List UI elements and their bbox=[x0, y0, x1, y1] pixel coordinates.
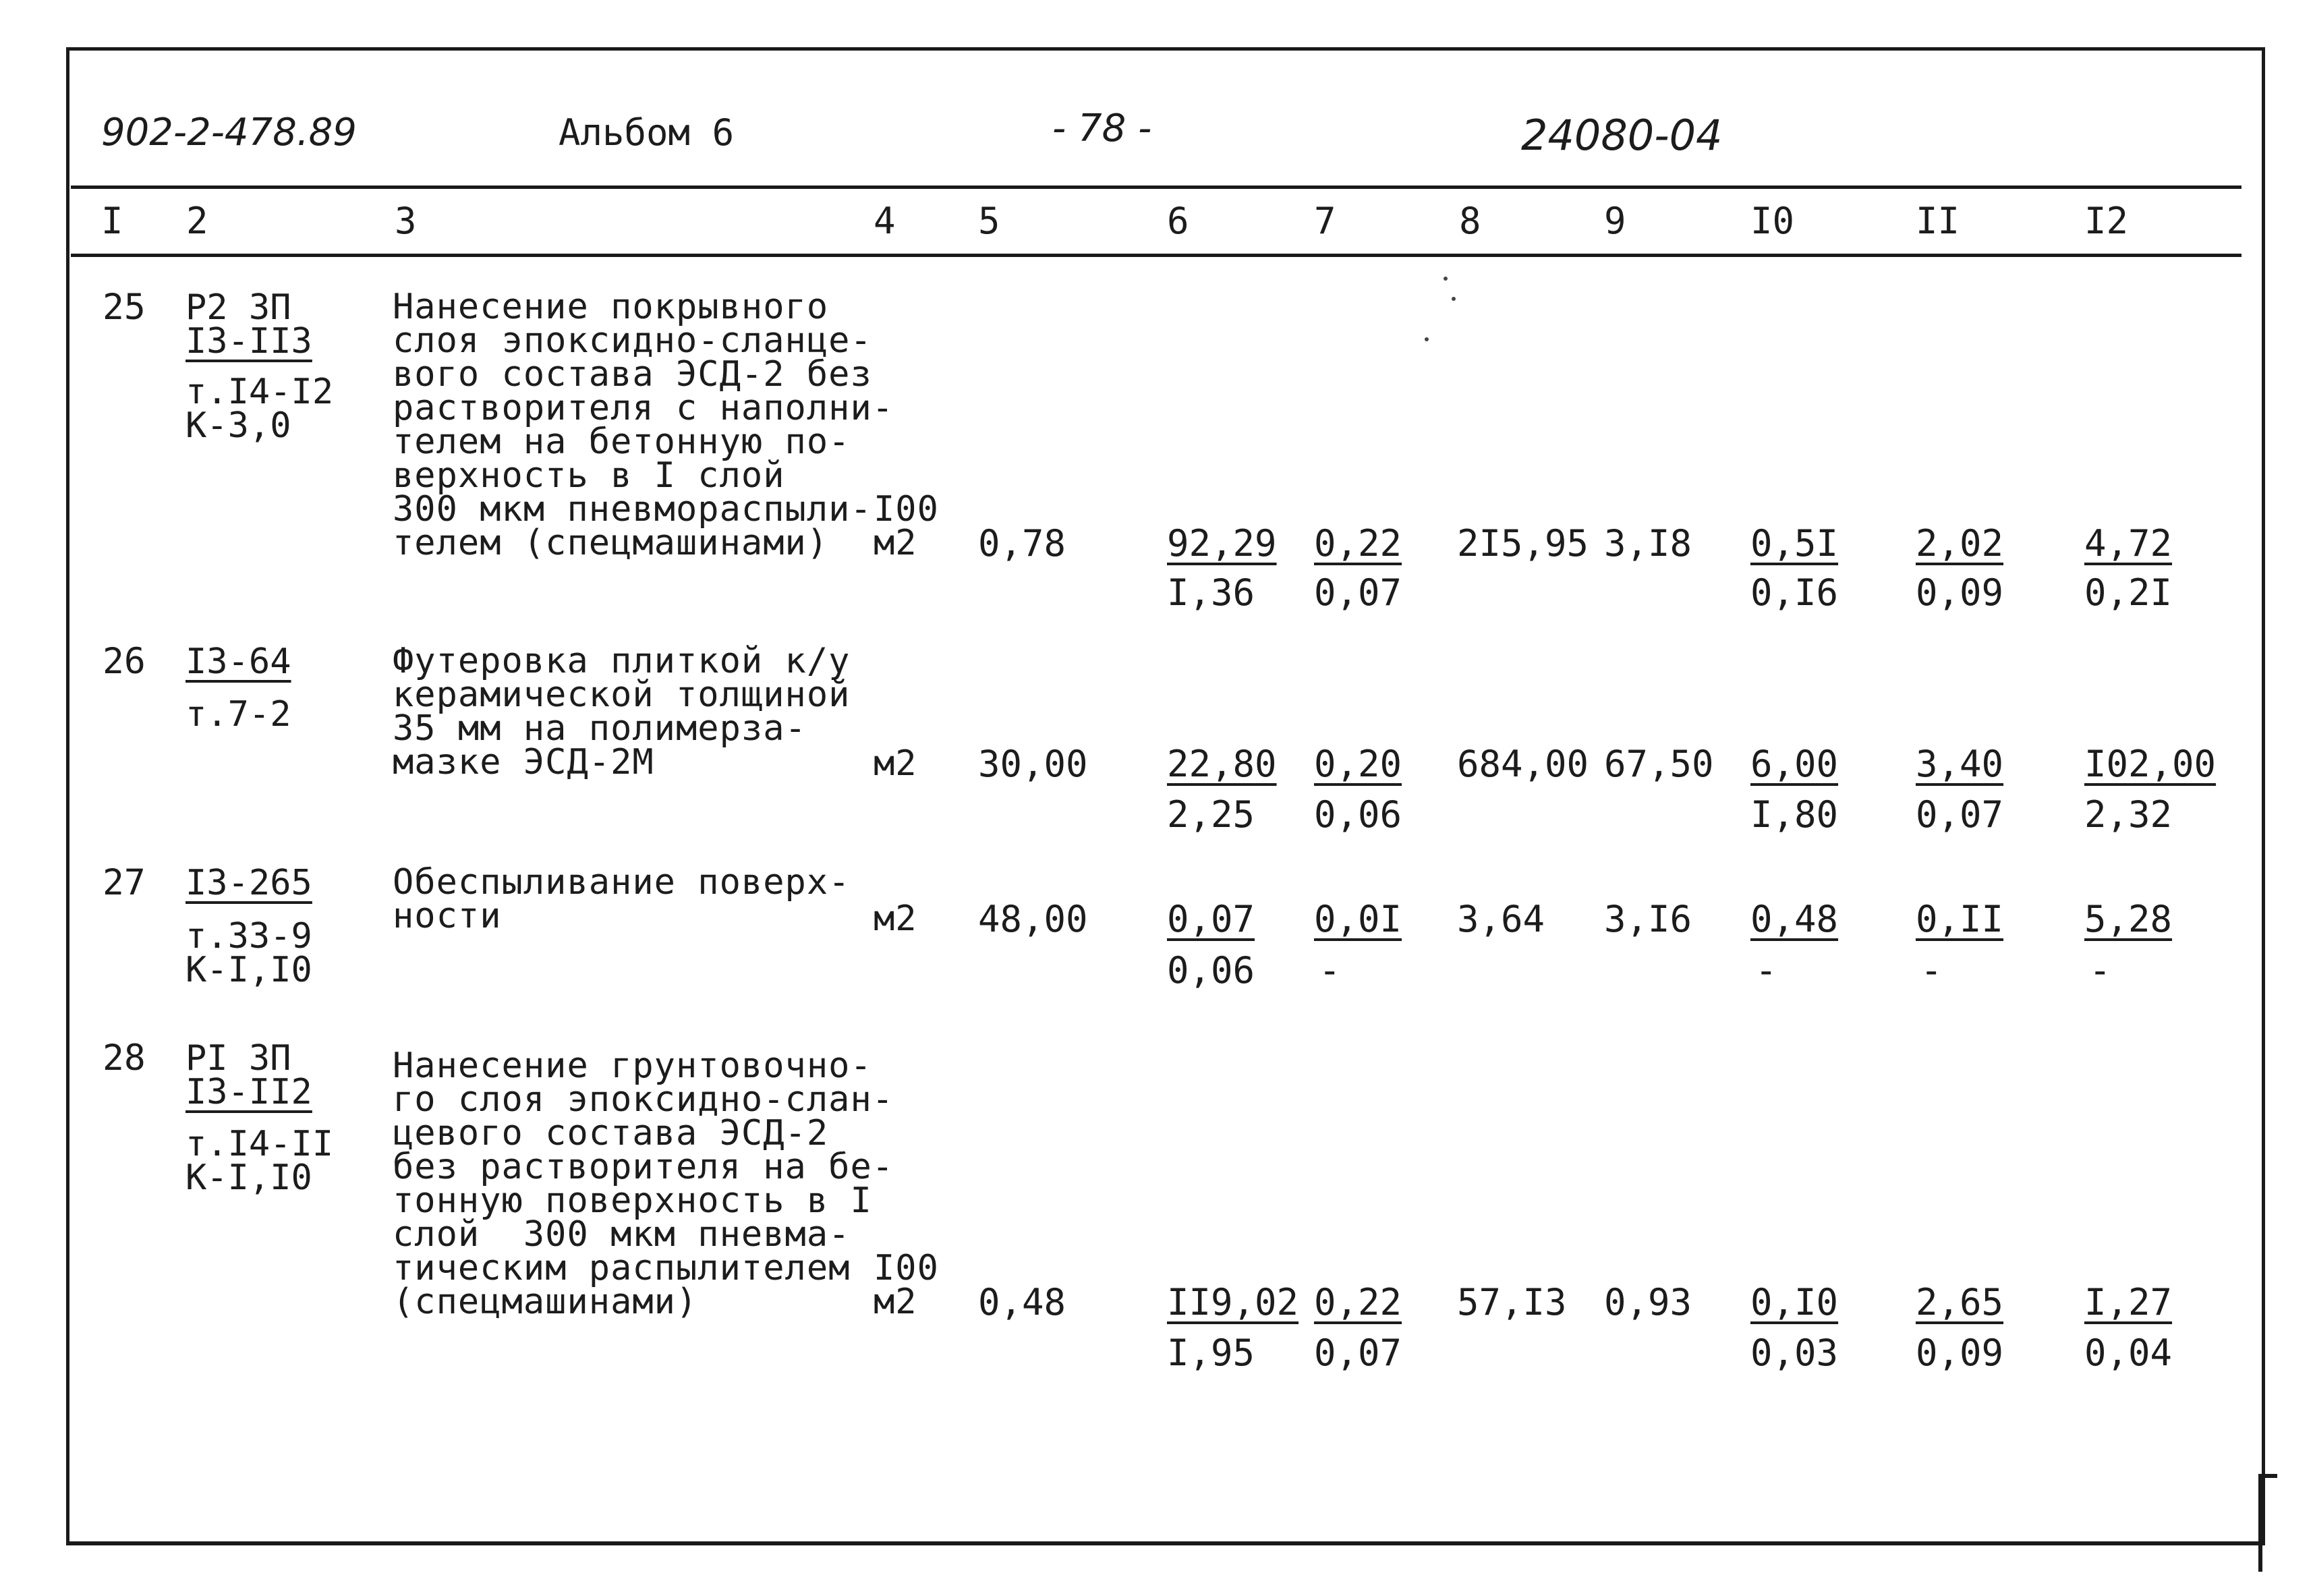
cost-top: II9,02 bbox=[1167, 1281, 1299, 1323]
column-number: 6 bbox=[1167, 200, 1189, 242]
norm-code: т.I4-II bbox=[185, 1124, 334, 1164]
page-number: - 78 - bbox=[1052, 107, 1152, 150]
cost-top: 0,I0 bbox=[1750, 1281, 1839, 1323]
quantity: 30,00 bbox=[978, 743, 1088, 785]
quantity: 48,00 bbox=[978, 898, 1088, 940]
column-number: 2 bbox=[186, 200, 208, 242]
cost-top: 0,48 bbox=[1750, 898, 1839, 940]
cost-top: 4,72 bbox=[2084, 522, 2173, 565]
total-cost: 67,50 bbox=[1604, 743, 1714, 785]
column-number: I0 bbox=[1750, 200, 1795, 242]
cost-bottom: 0,04 bbox=[2084, 1332, 2173, 1374]
document-number: 24080-04 bbox=[1521, 111, 1723, 160]
norm-code: I3-64 bbox=[185, 642, 291, 682]
norm-code: т.7-2 bbox=[185, 694, 291, 735]
frame-tick-vertical bbox=[2258, 1477, 2262, 1572]
stray-mark bbox=[1452, 297, 1456, 301]
cost-bottom: I,95 bbox=[1167, 1332, 1255, 1374]
norm-code: К-I,I0 bbox=[185, 950, 312, 990]
cost-top: I02,00 bbox=[2084, 743, 2217, 785]
work-description: Нанесение грунтовочно- го слоя эпоксидно-слан- цевого состава ЭСД-2 без растворителя на бе- тонную поверхность в I слой 300 мкм пневма- тическим распылителем (спецмашинами) bbox=[393, 1046, 894, 1322]
norm-code: I3-II3 bbox=[185, 321, 312, 362]
column-number: 3 bbox=[395, 200, 417, 242]
norm-code: I3-II2 bbox=[185, 1072, 312, 1112]
cost-top: 0,07 bbox=[1167, 898, 1255, 940]
total-cost: 3,I8 bbox=[1604, 522, 1692, 565]
row-number: 25 bbox=[103, 287, 146, 328]
column-number: 9 bbox=[1604, 200, 1626, 242]
cost-top: 0,22 bbox=[1314, 522, 1402, 565]
cost-top: 2,02 bbox=[1916, 522, 2004, 565]
cost-bottom: 0,09 bbox=[1916, 1332, 2004, 1374]
norm-code: К-I,I0 bbox=[185, 1158, 312, 1198]
unit: м2 bbox=[874, 743, 917, 784]
column-number: 8 bbox=[1459, 200, 1481, 242]
cost-bottom: - bbox=[1319, 949, 1341, 992]
column-number: 5 bbox=[978, 200, 1000, 242]
total-cost: 3,I6 bbox=[1604, 898, 1692, 940]
row-number: 27 bbox=[103, 862, 146, 903]
cost-bottom: 0,09 bbox=[1916, 571, 2004, 614]
cost-top: 0,5I bbox=[1750, 522, 1839, 565]
norm-code: т.I4-I2 bbox=[185, 372, 334, 412]
cost-bottom: 0,06 bbox=[1314, 793, 1402, 836]
cost-bottom: - bbox=[1755, 949, 1777, 992]
cost-top: 0,0I bbox=[1314, 898, 1402, 940]
cost-bottom: 0,I6 bbox=[1750, 571, 1839, 614]
cost-bottom: 0,03 bbox=[1750, 1332, 1839, 1374]
total-cost: 0,93 bbox=[1604, 1281, 1692, 1323]
cost-top: 0,22 bbox=[1314, 1281, 1402, 1323]
header-rule bbox=[71, 186, 2241, 189]
total-cost: 684,00 bbox=[1457, 743, 1589, 785]
project-code: 902-2-478.89 bbox=[101, 111, 357, 154]
cost-top: 0,II bbox=[1916, 898, 2004, 940]
stray-mark bbox=[1444, 277, 1448, 281]
cost-bottom: - bbox=[2089, 949, 2111, 992]
unit: м2 bbox=[874, 899, 917, 939]
cost-bottom: I,80 bbox=[1750, 793, 1839, 836]
cost-bottom: 0,2I bbox=[2084, 571, 2173, 614]
column-number: I bbox=[101, 200, 123, 242]
cost-bottom: 0,07 bbox=[1916, 793, 2004, 836]
column-header-rule bbox=[71, 254, 2241, 257]
cost-top: I,27 bbox=[2084, 1281, 2173, 1323]
work-description: Нанесение покрывного слоя эпоксидно-сланце- вого состава ЭСД-2 без растворителя с наполни- телем на бетонную по- верхность в I слой 300 мкм пневмораспыли- телем (спецмашинами) bbox=[393, 287, 894, 563]
cost-top: 22,80 bbox=[1167, 743, 1277, 785]
cost-bottom: 0,07 bbox=[1314, 1332, 1402, 1374]
cost-top: 92,29 bbox=[1167, 522, 1277, 565]
total-cost: 2I5,95 bbox=[1457, 522, 1589, 565]
cost-top: 0,20 bbox=[1314, 743, 1402, 785]
quantity: 0,78 bbox=[978, 522, 1066, 565]
column-number: I2 bbox=[2084, 200, 2129, 242]
cost-top: 6,00 bbox=[1750, 743, 1839, 785]
norm-code: I3-265 bbox=[185, 863, 312, 903]
column-number: 4 bbox=[874, 200, 896, 242]
cost-bottom: 0,07 bbox=[1314, 571, 1402, 614]
album-label: Альбом 6 bbox=[559, 111, 735, 154]
row-number: 28 bbox=[103, 1037, 146, 1079]
norm-code: Р2 ЗП bbox=[185, 287, 291, 328]
cost-bottom: 0,06 bbox=[1167, 949, 1255, 992]
cost-top: 5,28 bbox=[2084, 898, 2173, 940]
total-cost: 57,I3 bbox=[1457, 1281, 1567, 1323]
quantity: 0,48 bbox=[978, 1281, 1066, 1323]
cost-top: 3,40 bbox=[1916, 743, 2004, 785]
column-number: 7 bbox=[1314, 200, 1336, 242]
work-description: Футеровка плиткой к/у керамической толщиной 35 мм на полимерза- мазке ЭСД-2М bbox=[393, 641, 851, 782]
row-number: 26 bbox=[103, 641, 146, 682]
cost-bottom: - bbox=[1920, 949, 1943, 992]
cost-top: 2,65 bbox=[1916, 1281, 2004, 1323]
cost-bottom: 2,32 bbox=[2084, 793, 2173, 836]
stray-mark bbox=[1425, 337, 1429, 341]
work-description: Обеспыливание поверх- ности bbox=[393, 862, 851, 936]
unit: I00 м2 bbox=[874, 1248, 939, 1322]
unit: I00 м2 bbox=[874, 489, 939, 563]
total-cost: 3,64 bbox=[1457, 898, 1545, 940]
column-number: II bbox=[1916, 200, 1960, 242]
norm-code: т.33-9 bbox=[185, 916, 312, 957]
cost-bottom: I,36 bbox=[1167, 571, 1255, 614]
cost-bottom: 2,25 bbox=[1167, 793, 1255, 836]
norm-code: К-3,0 bbox=[185, 405, 291, 446]
norm-code: РI ЗП bbox=[185, 1038, 291, 1079]
